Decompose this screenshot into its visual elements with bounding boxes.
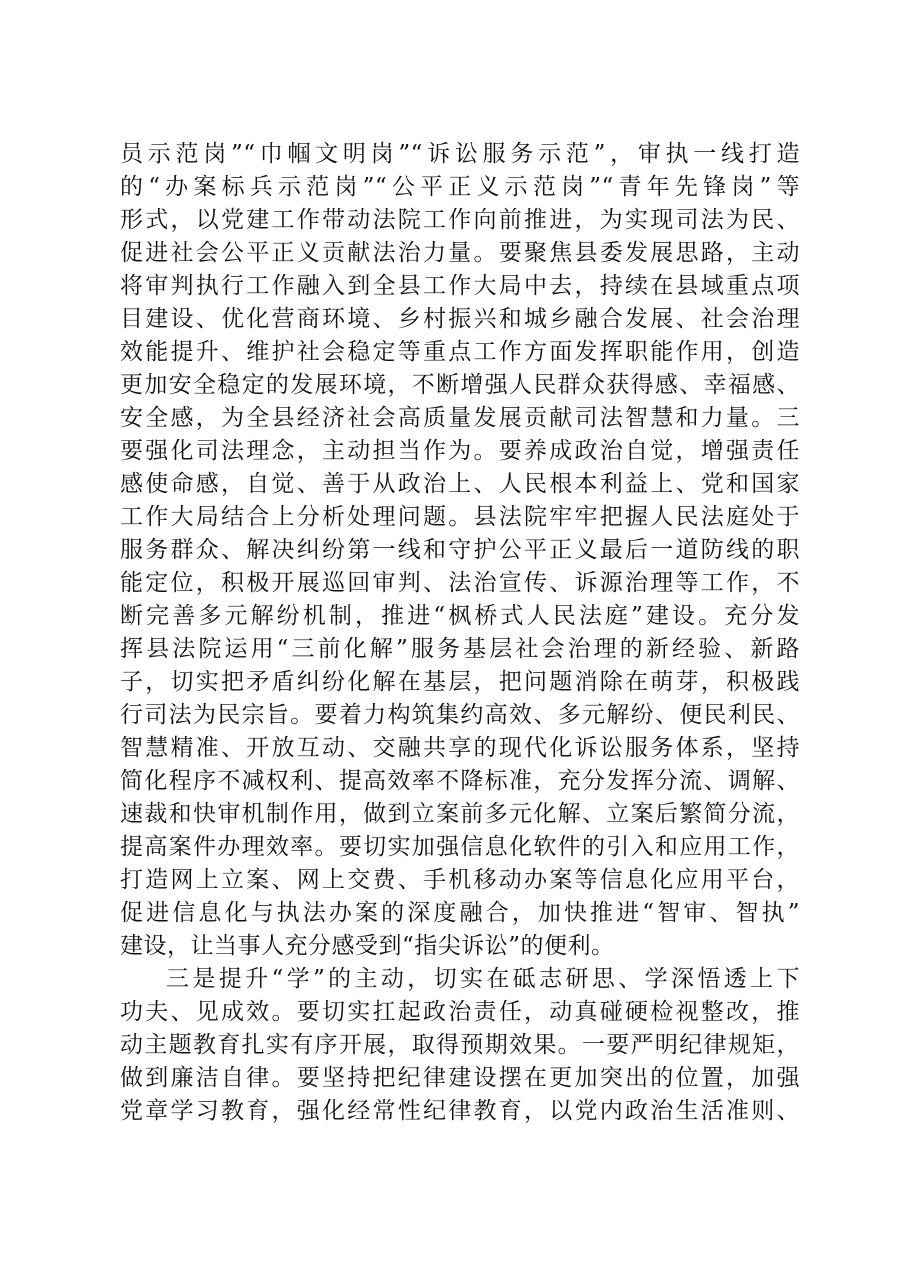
text-line: 挥县法院运用“三前化解”服务基层社会治理的新经验、新路 <box>120 636 800 662</box>
text-line: 打造网上立案、网上交费、手机移动办案等信息化应用平台， <box>120 867 800 893</box>
text-line: 员示范岗”“巾帼文明岗”“诉讼服务示范”，审执一线打造 <box>120 141 800 167</box>
text-line: 效能提升、维护社会稳定等重点工作方面发挥职能作用，创造 <box>120 339 800 365</box>
text-line: 促进信息化与执法办案的深度融合，加快推进“智审、智执” <box>120 900 800 926</box>
text-line: 更加安全稳定的发展环境，不断增强人民群众获得感、幸福感、 <box>120 372 800 398</box>
paragraph-start-line: 三是提升“学”的主动，切实在砥志研思、学深悟透上下 <box>166 966 800 992</box>
text-line: 目建设、优化营商环境、乡村振兴和城乡融合发展、社会治理 <box>120 306 800 332</box>
text-line: 智慧精准、开放互动、交融共享的现代化诉讼服务体系，坚持 <box>120 735 800 761</box>
text-line: 党章学习教育，强化经常性纪律教育，以党内政治生活准则、 <box>120 1098 800 1124</box>
text-line: 的“办案标兵示范岗”“公平正义示范岗”“青年先锋岗”等 <box>120 174 800 200</box>
text-line: 形式，以党建工作带动法院工作向前推进，为实现司法为民、 <box>120 207 800 233</box>
text-line: 提高案件办理效率。要切实加强信息化软件的引入和应用工作， <box>120 834 800 860</box>
text-line: 能定位，积极开展巡回审判、法治宣传、诉源治理等工作，不 <box>120 570 800 596</box>
text-line: 功夫、见成效。要切实扛起政治责任，动真碰硬检视整改，推 <box>120 999 800 1025</box>
text-line: 简化程序不减权利、提高效率不降标准，充分发挥分流、调解、 <box>120 768 800 794</box>
text-line: 工作大局结合上分析处理问题。县法院牢牢把握人民法庭处于 <box>120 504 800 530</box>
text-line: 行司法为民宗旨。要着力构筑集约高效、多元解纷、便民利民、 <box>120 702 800 728</box>
text-line: 断完善多元解纷机制，推进“枫桥式人民法庭”建设。充分发 <box>120 603 800 629</box>
text-line: 促进社会公平正义贡献法治力量。要聚焦县委发展思路，主动 <box>120 240 800 266</box>
body-text <box>120 138 800 1128</box>
text-line: 感使命感，自觉、善于从政治上、人民根本利益上、党和国家 <box>120 471 800 497</box>
text-line: 做到廉洁自律。要坚持把纪律建设摆在更加突出的位置，加强 <box>120 1065 800 1091</box>
text-line: 速裁和快审机制作用，做到立案前多元化解、立案后繁简分流， <box>120 801 800 827</box>
text-line: 服务群众、解决纠纷第一线和守护公平正义最后一道防线的职 <box>120 537 800 563</box>
text-line: 动主题教育扎实有序开展，取得预期效果。一要严明纪律规矩， <box>120 1032 800 1058</box>
text-line: 安全感，为全县经济社会高质量发展贡献司法智慧和力量。三 <box>120 405 800 431</box>
paragraph-end-line: 建设，让当事人充分感受到“指尖诉讼”的便利。 <box>120 933 615 959</box>
text-line: 将审判执行工作融入到全县工作大局中去，持续在县域重点项 <box>120 273 800 299</box>
text-line: 要强化司法理念，主动担当作为。要养成政治自觉，增强责任 <box>120 438 800 464</box>
text-line: 子，切实把矛盾纠纷化解在基层，把问题消除在萌芽，积极践 <box>120 669 800 695</box>
